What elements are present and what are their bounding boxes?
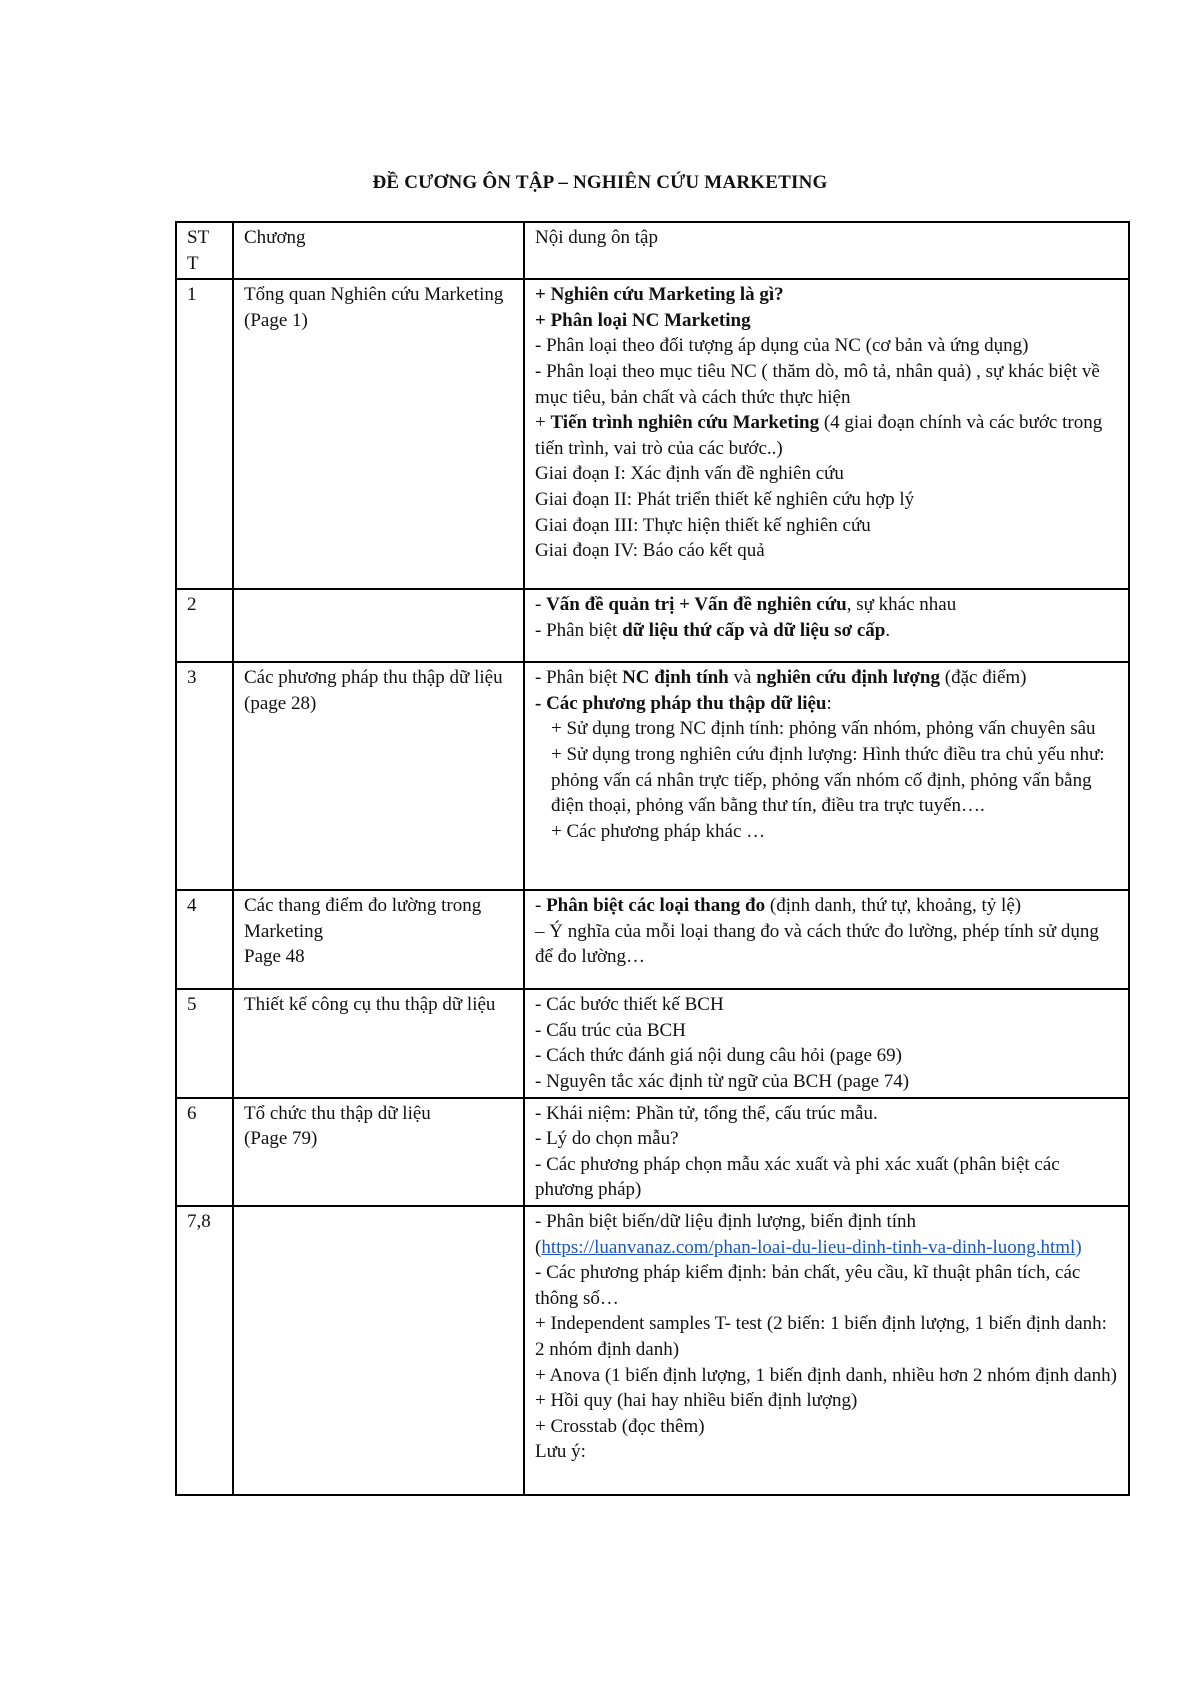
text-segment: + Sử dụng trong NC định tính: phỏng vấn nhóm, phỏng vấn chuyên sâu: [551, 718, 1096, 740]
text-segment: + Hồi quy (hai hay nhiều biến định lượng): [535, 1390, 858, 1412]
text-segment: + Crosstab (đọc thêm): [535, 1415, 705, 1437]
text-segment: -: [535, 594, 547, 616]
chapter-line: Thiết kế công cụ thu thập dữ liệu: [244, 994, 496, 1016]
row-stt: 7,8: [176, 1206, 233, 1495]
text-segment: , sự khác nhau: [846, 594, 957, 616]
outline-table: [175, 221, 1130, 1496]
bold-text: Phân biệt các loại thang đo: [546, 895, 766, 917]
table-row: [176, 279, 1129, 589]
content-line: [535, 1126, 1120, 1152]
row-chapter: [233, 279, 524, 589]
row-chapter: [233, 589, 524, 662]
bold-text: nghiên cứu định lượng: [756, 667, 940, 689]
document-title: ĐỀ CƯƠNG ÔN TẬP – NGHIÊN CỨU MARKETING: [372, 172, 828, 193]
row-chapter: [233, 890, 524, 989]
text-segment: - Lý do chọn mẫu?: [535, 1128, 679, 1150]
text-segment: + Anova (1 biến định lượng, 1 biến định danh, nhiều hơn 2 nhóm định danh): [535, 1364, 1118, 1386]
table-row: [176, 1098, 1129, 1206]
reference-link[interactable]: https://luanvanaz.com/phan-loai-du-lieu-dinh-tinh-va-dinh-luong.html): [541, 1236, 1082, 1258]
text-segment: (4 giai đoạn chính và các bước trong tiến trình, vai trò của các bước..): [535, 412, 1103, 459]
text-segment: + Sử dụng trong nghiên cứu định lượng: Hình thức điều tra chủ yếu như: phỏng vấn cá nhân trực tiếp, phỏng vấn nhóm cố định, phỏng vấn bằng điện thoại, phỏng vấn bằng thư tín, điều tra trực tuyến….: [551, 743, 1105, 817]
table-row: [176, 1206, 1129, 1495]
text-segment: – Ý nghĩa của mỗi loại thang đo và cách thức đo lường, phép tính sử dụng để đo lường…: [535, 920, 1099, 968]
table-row: [176, 989, 1129, 1097]
text-segment: Giai đoạn I: Xác định vấn đề nghiên cứu: [535, 463, 844, 485]
text-segment: - Phân loại theo đối tượng áp dụng của NC (cơ bản và ứng dụng): [535, 335, 1029, 357]
table-header-row: [176, 222, 1129, 279]
row-content: [524, 662, 1129, 890]
content-line: [535, 1069, 1120, 1095]
row-content: [524, 279, 1129, 589]
row-chapter: [233, 989, 524, 1097]
row-stt: 6: [176, 1098, 233, 1206]
text-segment: + Các phương pháp khác …: [551, 820, 766, 842]
chapter-line: Tổng quan Nghiên cứu Marketing: [244, 284, 504, 306]
chapter-line: (page 28): [244, 692, 317, 714]
row-content: [524, 589, 1129, 662]
row-chapter: [233, 1098, 524, 1206]
row-content: [524, 1098, 1129, 1206]
text-segment: Giai đoạn IV: Báo cáo kết quả: [535, 540, 765, 562]
text-segment: - Các phương pháp chọn mẫu xác xuất và phi xác xuất (phân biệt các phương pháp): [535, 1153, 1060, 1201]
bold-text: - Các phương pháp thu thập dữ liệu: [535, 692, 827, 714]
chapter-line: (Page 79): [244, 1128, 318, 1150]
chapter-line: (Page 1): [244, 309, 308, 331]
content-line: [535, 1260, 1120, 1311]
row-stt: 3: [176, 662, 233, 890]
text-segment: - Các phương pháp kiểm định: bản chất, yêu cầu, kĩ thuật phân tích, các thông số…: [535, 1262, 1081, 1309]
text-segment: .: [885, 619, 891, 641]
content-line: [535, 461, 1120, 487]
text-segment: Giai đoạn III: Thực hiện thiết kế nghiên cứu: [535, 514, 871, 536]
text-segment: - Cách thức đánh giá nội dung câu hỏi (page 69): [535, 1045, 902, 1067]
header-chapter: Chương: [233, 222, 524, 279]
text-segment: Lưu ý:: [535, 1441, 586, 1463]
content-line: [535, 592, 1120, 618]
bold-text: + Phân loại NC Marketing: [535, 309, 751, 331]
content-line: [535, 308, 1120, 334]
content-line: [535, 1209, 1120, 1235]
text-segment: :: [826, 692, 832, 714]
header-stt: ST T: [176, 222, 233, 279]
chapter-line: Page 48: [244, 946, 305, 968]
content-line: [535, 282, 1120, 308]
table-row: [176, 890, 1129, 989]
content-line: [535, 1363, 1120, 1389]
row-content: [524, 989, 1129, 1097]
text-segment: - Phân biệt: [535, 667, 623, 689]
text-segment: -: [535, 895, 547, 917]
chapter-line: Các thang điểm đo lường trong Marketing: [244, 895, 482, 942]
text-segment: (: [535, 1236, 542, 1258]
content-line: [535, 1235, 1120, 1261]
text-segment: - Cấu trúc của BCH: [535, 1019, 686, 1041]
table-row: [176, 589, 1129, 662]
bold-text: Vấn đề quản trị + Vấn đề nghiên cứu: [546, 594, 847, 616]
content-line: [535, 410, 1120, 461]
content-line: [535, 1018, 1120, 1044]
content-line: [535, 1439, 1120, 1465]
content-line: [535, 1388, 1120, 1414]
content-line: [535, 1311, 1120, 1362]
row-stt: 2: [176, 589, 233, 662]
text-segment: Giai đoạn II: Phát triển thiết kế nghiên cứu hợp lý: [535, 488, 915, 510]
chapter-line: Tổ chức thu thập dữ liệu: [244, 1102, 431, 1124]
bold-text: + Nghiên cứu Marketing là gì?: [535, 284, 784, 306]
content-line: [535, 893, 1120, 919]
text-segment: - Các bước thiết kế BCH: [535, 994, 724, 1016]
content-line: [535, 487, 1120, 513]
text-segment: - Phân loại theo mục tiêu NC ( thăm dò, mô tả, nhân quả) , sự khác biệt về mục tiêu, bản chất và cách thức thực hiện: [535, 360, 1100, 408]
content-line: [535, 742, 1120, 819]
text-segment: và: [728, 667, 757, 689]
text-segment: - Nguyên tắc xác định từ ngữ của BCH (page 74): [535, 1070, 910, 1092]
content-line: [535, 691, 1120, 717]
content-line: [535, 665, 1120, 691]
content-line: [535, 513, 1120, 539]
text-segment: + Independent samples T- test (2 biến: 1 biến định lượng, 1 biến định danh: 2 nhóm định danh): [535, 1313, 1107, 1360]
text-segment: (đặc điểm): [940, 667, 1027, 689]
row-content: [524, 890, 1129, 989]
content-line: [535, 992, 1120, 1018]
bold-text: dữ liệu thứ cấp và dữ liệu sơ cấp: [622, 619, 886, 641]
text-segment: +: [535, 412, 551, 434]
content-line: [535, 333, 1120, 359]
text-segment: - Phân biệt biến/dữ liệu định lượng, biến định tính: [535, 1210, 917, 1232]
text-segment: (định danh, thứ tự, khoảng, tỷ lệ): [765, 895, 1022, 917]
bold-text: Tiến trình nghiên cứu Marketing: [550, 412, 820, 434]
row-stt: 5: [176, 989, 233, 1097]
content-line: [535, 819, 1120, 845]
bold-text: NC định tính: [622, 667, 729, 689]
table-row: [176, 662, 1129, 890]
row-chapter: [233, 662, 524, 890]
content-line: [535, 359, 1120, 410]
content-line: [535, 1101, 1120, 1127]
row-chapter: [233, 1206, 524, 1495]
row-stt: 1: [176, 279, 233, 589]
row-content: [524, 1206, 1129, 1495]
content-line: [535, 716, 1120, 742]
content-line: [535, 1414, 1120, 1440]
content-line: [535, 1152, 1120, 1203]
content-line: [535, 919, 1120, 970]
header-content: Nội dung ôn tập: [524, 222, 1129, 279]
content-line: [535, 1043, 1120, 1069]
content-line: [535, 618, 1120, 644]
text-segment: - Phân biệt: [535, 619, 623, 641]
chapter-line: Các phương pháp thu thập dữ liệu: [244, 667, 503, 689]
row-stt: 4: [176, 890, 233, 989]
text-segment: - Khái niệm: Phần tử, tổng thể, cấu trúc mẫu.: [535, 1102, 878, 1124]
content-line: [535, 538, 1120, 564]
